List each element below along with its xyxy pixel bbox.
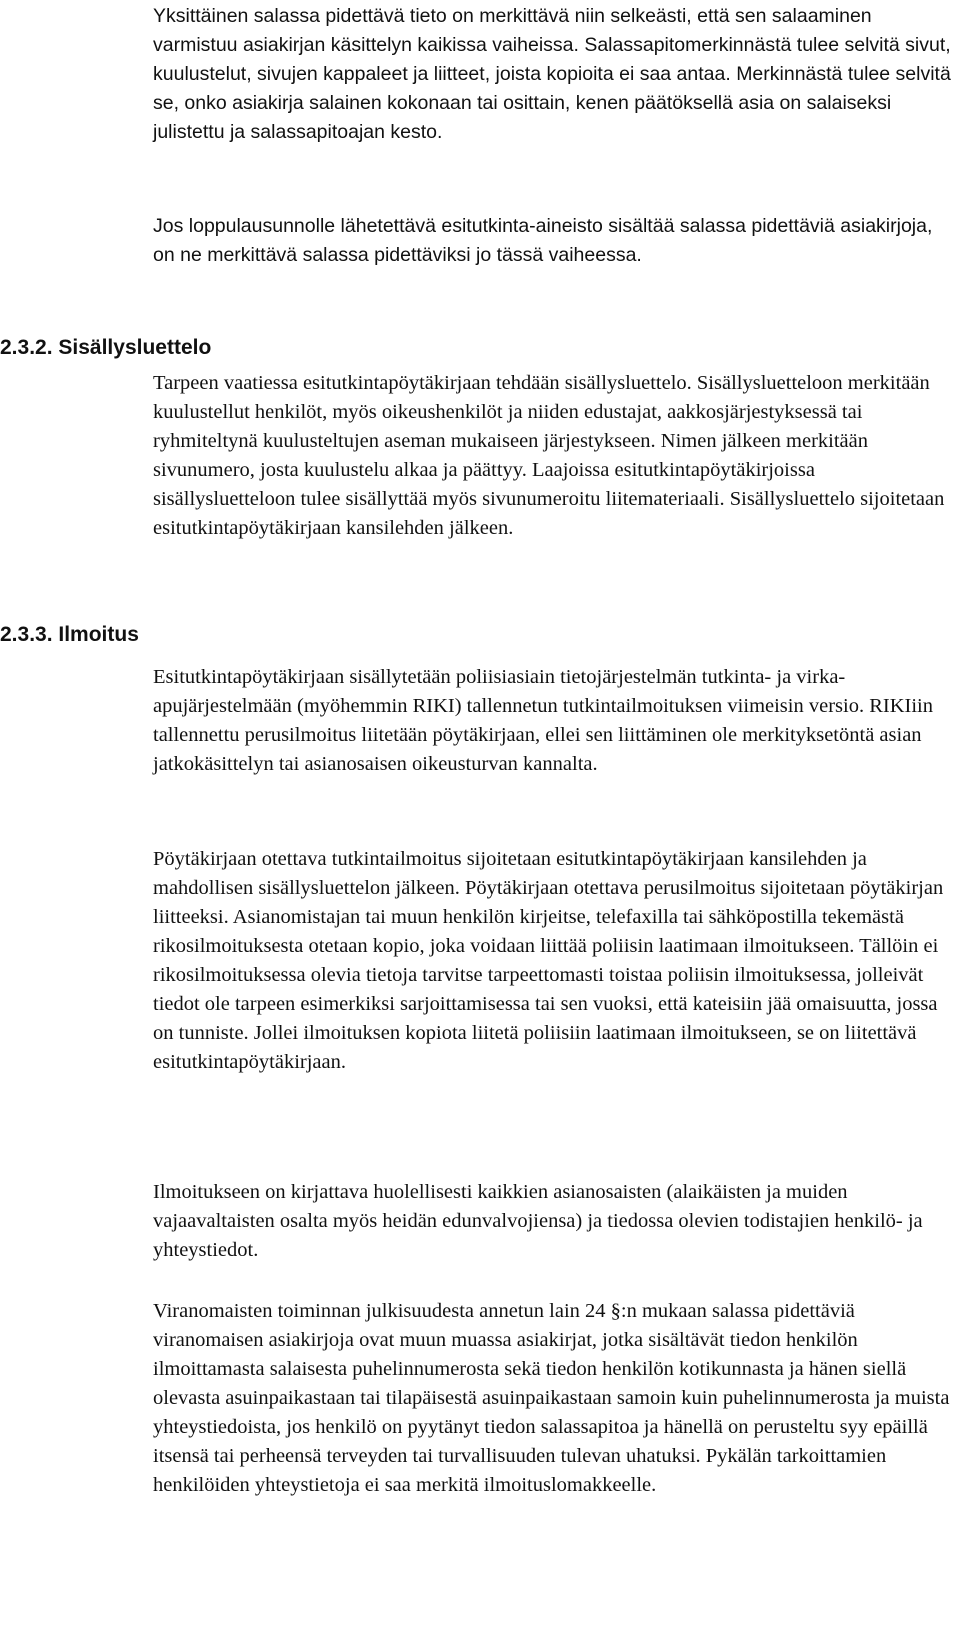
section-heading-2-3-3 [0, 620, 139, 649]
section-title: Ilmoitus [58, 623, 139, 646]
paragraph-secret-marking: Yksittäinen salassa pidettävä tieto on merkittävä niin selkeästi, että sen salaaminen varmistuu asiakirjan käsittelyn kaikissa vaiheissa. Salassapitomerkinnästä tulee selvitä sivut, kuulustelut, sivujen kappaleet ja liitteet, joista kopioita ei saa antaa. Merkinnästä tulee selvitä se, onko asiakirja salainen kokonaan tai osittain, kenen päätöksellä asia on salaiseksi julistettu ja salassapitoajan kesto. [153, 5, 951, 143]
section-title: Sisällysluettelo [58, 336, 212, 359]
paragraph-publicity-act: Viranomaisten toiminnan julkisuudesta annetun lain 24 §:n mukaan salassa pidettäviä viranomaisen asiakirjoja ovat muun muassa asiakirjat, jotka sisältävät tiedon henkilön ilmoittamasta salaisesta puhelinnumerosta sekä tiedon henkilön kotikunnasta ja hänen siellä olevasta asuinpaikastaan tai tilapäisestä asuinpaikastaan samoin kuin puhelinnumerosta ja muista yhteystiedoista, jos henkilö on pyytänyt tiedon salassapitoa ja hänellä on perusteltu syy epäillä itsensä tai perheensä terveyden tai turvallisuuden tulevan uhatuksi. Pykälän tarkoittamien henkilöiden yhteystietoja ei saa merkitä ilmoituslomakkeelle. [153, 1300, 950, 1496]
paragraph-table-of-contents: Tarpeen vaatiessa esitutkintapöytäkirjaan tehdään sisällysluettelo. Sisällysluetteloon merkitään kuulustellut henkilöt, myös oikeushenkilöt ja niiden edustajat, aakkosjärjestyksessä tai ryhmiteltynä kuulusteltujen aseman mukaiseen järjestykseen. Nimen jälkeen merkitään sivunumero, josta kuulustelu alkaa ja päättyy. Laajoissa esitutkintapöytäkirjoissa sisällysluetteloon tulee sisällyttää myös sivunumeroitu liitemateriaali. Sisällysluettelo sijoitetaan esitutkintapöytäkirjaan kansilehden jälkeen. [153, 372, 945, 539]
paragraph-report-placement: Pöytäkirjaan otettava tutkintailmoitus sijoitetaan esitutkintapöytäkirjaan kansilehden ja mahdollisen sisällysluettelon jälkeen. Pöytäkirjaan otettava perusilmoitus sijoitetaan pöytäkirjan liitteeksi. Asianomistajan tai muun henkilön kirjeitse, telefaxilla tai sähköpostilla tekemästä rikosilmoituksesta otetaan kopio, joka voidaan liittää poliisin laatimaan ilmoitukseen. Tällöin ei rikosilmoituksessa olevia tietoja tarvitse tarpeettomasti toistaa poliisin ilmoituksessa, jolleivät tiedot ole tarpeen esimerkiksi sarjoittamisessa tai sen vuoksi, että kateisiin jää omaisuutta, jossa on tunniste. Jollei ilmoituksen kopiota liitetä poliisiin laatimaan ilmoitukseen, se on liitettävä esitutkintapöytäkirjaan. [153, 848, 944, 1073]
paragraph-final-statement: Jos loppulausunnolle lähetettävä esitutkinta-aineisto sisältää salassa pidettäviä asiakirjoja, on ne merkittävä salassa pidettäviksi jo tässä vaiheessa. [153, 215, 933, 266]
section-number: 2.3.2. [0, 336, 53, 359]
section-heading-2-3-2 [0, 333, 211, 362]
section-number: 2.3.3. [0, 623, 53, 646]
paragraph-party-details: Ilmoitukseen on kirjattava huolellisesti kaikkien asianosaisten (alaikäisten ja muiden vajaavaltaisten osalta myös heidän edunvalvojiensa) ja tiedossa olevien todistajien henkilö- ja yhteystiedot. [153, 1181, 923, 1261]
paragraph-riki-report: Esitutkintapöytäkirjaan sisällytetään poliisiasiain tietojärjestelmän tutkinta- ja virka-apujärjestelmään (myöhemmin RIKI) tallennetun tutkintailmoituksen viimeisin versio. RIKIiin tallennettu perusilmoitus liitetään pöytäkirjaan, ellei sen liittäminen ole merkityksetöntä asian jatkokäsittelyn tai asianosaisen oikeusturvan kannalta. [153, 666, 933, 775]
